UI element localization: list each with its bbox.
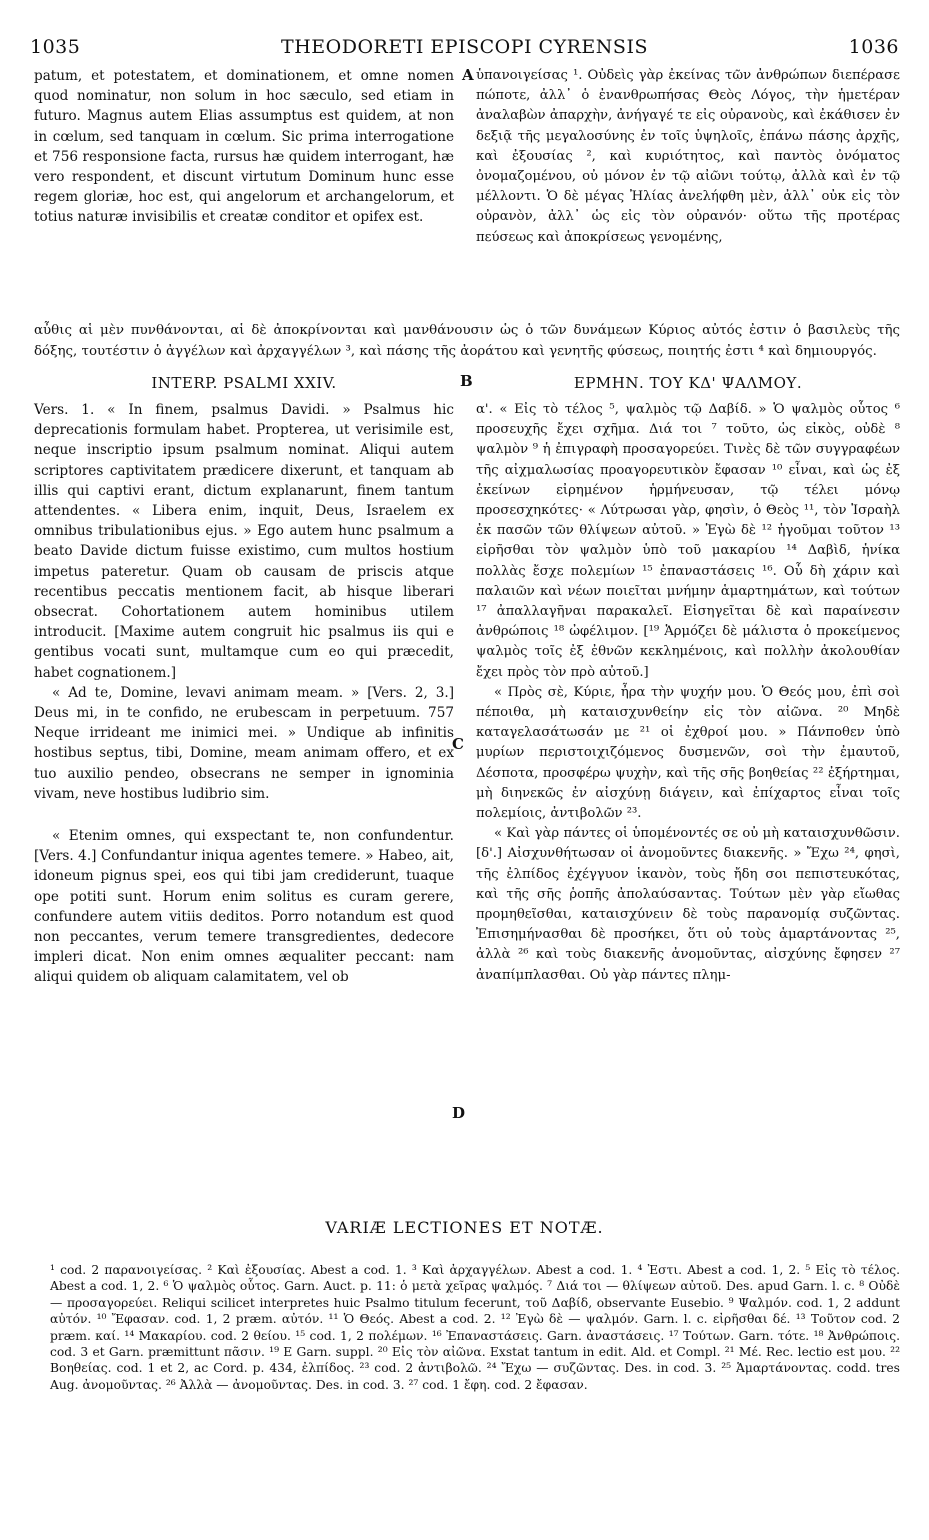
- running-title: THEODORETI EPISCOPI CYRENSIS: [281, 36, 648, 58]
- latin-paragraph: « Ad te, Domine, levavi animam meam. » [Vers. 2, 3.] Deus mi, in te confido, ne erubescam in perpetuum. 757 Neque irrideant me inimici mei. » Undique ab infinitis hostibus septus, tibi, Domine, meam animam offero, et ex tuo auxilio pendeo, obsecrans ne semper in ignominia vivam, neve hostibus ludibrio sim.: [34, 684, 454, 802]
- greek-paragraph: « Πρὸς σὲ, Κύριε, ἦρα τὴν ψυχήν μου. Ὁ Θεός μου, ἐπὶ σοὶ πέποιθα, μὴ καταισχυνθείην εἰς τὸν αἰῶνα. ²⁰ Μηδὲ καταγελασάτωσάν με ²¹ οἱ ἐχθροί μου. » Πάνποθεν ὑπὸ μυρίων περιστοιχιζόμενος δυσμενῶν, σοὶ τὴν ἐμαυτοῦ, Δέσποτα, προσφέρω ψυχὴν, καὶ τῆς σῆς βοηθείας ²² ἐξήρτημαι, μὴ διηνεκῶς ἐν αἰσχύνῃ διάγειν, καὶ ἐπίχαρτος εἶναι τοῖς πολεμίοις, ἀντιβολῶν ²³.: [476, 684, 900, 822]
- notes-title: VARIÆ LECTIONES ET NOTÆ.: [325, 1218, 604, 1237]
- greek-top-text: ὑπανοιγείσας ¹. Οὐδεὶς γὰρ ἐκείνας τῶν ἀνθρώπων διεπέρασε πώποτε, ἀλλ᾽ ὁ ἐνανθρωπήσας Θεὸς Λόγος, τὴν ἡμετέραν ἀναλαβὼν ἀπαρχὴν, ἀνήγαγέ τε εἰς οὐρανοὺς, καὶ ἐκάθισεν ἐν δεξιᾷ τῆς μεγαλοσύνης ἐν τοῖς ὑψηλοῖς, ἐπάνω πάσης ἀρχῆς, καὶ ἐξουσίας ², καὶ κυριότητος, καὶ παντὸς ὀνόματος ὀνομαζομένου, οὐ μόνον ἐν τῷ αἰῶνι τούτῳ, ἀλλὰ καὶ ἐν τῷ μέλλοντι. Ὁ δὲ μέγας Ἠλίας ἀνελήφθη μὲν, ἀλλ᾽ οὐκ εἰς τὸν οὐρανὸν, ἀλλ᾽ ὡς εἰς τὸν οὐρανόν· οὕτω τῆς προτέρας πεύσεως καὶ ἀποκρίσεως γενομένης,: [476, 68, 900, 245]
- page-number-right: 1036: [848, 36, 899, 58]
- latin-top-text: patum, et potestatem, et dominationem, et omne nomen quod nominatur, non solum in hoc sæculo, sed etiam in futuro. Magnus autem Elias assumptus est quidem, at non in cœlum, sed tanquam in cœlum. Sic prima interrogatione et 756 responsione facta, rursus hæ quidem interrogant, hæ vero respondent, et discunt virtutum Dominum hunc esse regem gloriæ, hoc est, qui angelorum et archangelorum, et totius naturæ invisibilis et creatæ conditor et opifex est.: [34, 68, 454, 226]
- margin-marker-d: D: [452, 1104, 466, 1122]
- latin-column-main: [34, 400, 454, 988]
- margin-marker-a: A: [462, 66, 474, 84]
- latin-paragraph: « Etenim omnes, qui exspectant te, non confundentur. [Vers. 4.] Confundantur iniqua agentes temere. » Habeo, ait, idoneum pignus spei, eos qui tibi jam crediderunt, tuaque ope potiti sunt. Horum enim solitus es curam gerere, confundere autem vitiis deditos. Porro notandum est quod non peccantes, verum temere transgredientes, dedecore impleri dicat. Non enim omnes æqualiter peccant: nam aliqui quidem ob aliquam calamitatem, vel ob: [34, 828, 454, 986]
- running-header: [30, 36, 899, 64]
- variant-readings-notes: [50, 1262, 900, 1393]
- greek-full-width-text: [34, 308, 900, 376]
- latin-column-top: [34, 66, 454, 228]
- greek-paragraph: « Καὶ γὰρ πάντες οἱ ὑπομένοντές σε οὐ μὴ καταισχυνθῶσιν. [δ'.] Αἰσχυνθήτωσαν οἱ ἀνομοῦντες διακενῆς. » Ἔχω ²⁴, φησὶ, τῆς ἐλπίδος ἐχέγγυον ἱκανὸν, τοὺς ἤδη σοι πεπιστευκότας, καὶ τῆς σῆς ῥοπῆς ἀπολαύσαντας. Τούτων μὲν γὰρ εἴωθας προμηθεῖσθαι, καταισχύνειν δὲ τοὺς παρανομίᾳ συζῶντας. Ἐπισημήνασθαι δὲ προσήκει, ὅτι οὐ τοὺς ἁμαρτάνοντας ²⁵, ἀλλὰ ²⁶ καὶ τοὺς διακενῆς ἀνομοῦντας, αἰσχύνης ἔφησεν ²⁷ ἀναπίμπλασθαι. Οὐ γὰρ πάντες πλημ-: [476, 826, 900, 983]
- greek-column-main: [476, 400, 900, 986]
- greek-column-top: [476, 66, 900, 248]
- page-number-left: 1035: [30, 36, 81, 58]
- notes-text: ¹ cod. 2 παρανοιγείσας. ² Καὶ ἐξουσίας. Abest a cod. 1. ³ Καὶ ἀρχαγγέλων. Abest a cod. 1. ⁴ Ἐστι. Abest a cod. 1, 2. ⁵ Εἰς τὸ τέλος. Abest a cod. 1, 2. ⁶ Ὁ ψαλμὸς οὗτος. Garn. Auct. p. 11: ὁ μετὰ χεῖρας ψαλμός. ⁷ Διά τοι — θλίψεων αὐτοῦ. Des. apud Garn. l. c. ⁸ Οὐδὲ — προσαγορεύει. Reliqui scilicet interpretes huic Psalmo titulum fecerunt, τοῦ Δαβίδ, observante Eusebio. ⁹ Ψαλμόν. cod. 1, 2 addunt αὐτόν. ¹⁰ Ἔφασαν. cod. 1, 2 præm. αὐτόν. ¹¹ Ὁ Θεός. Abest a cod. 2. ¹² Ἐγὼ δὲ — ψαλμόν. Garn. l. c. εἰρῆσθαι δέ. ¹³ Τοῦτον cod. 2 præm. καί. ¹⁴ Μακαρίου. cod. 2 θείου. ¹⁵ cod. 1, 2 πολέμων. ¹⁶ Ἐπαναστάσεις. Garn. ἀναστάσεις. ¹⁷ Τούτων. Garn. τότε. ¹⁸ Ἀνθρώποις. cod. 3 et Garn. præmittunt πᾶσιν. ¹⁹ E Garn. suppl. ²⁰ Εἰς τὸν αἰῶνα. Exstat tantum in edit. Ald. et Compl. ²¹ Μέ. Rec. lectio est μου. ²² Βοηθείας. cod. 1 et 2, ac Cord. p. 434, ἐλπίδος. ²³ cod. 2 ἀντιβολῶ. ²⁴ Ἔχω — συζῶντας. Des. in cod. 3. ²⁵ Ἁμαρτάνοντας. codd. tres Aug. ἀνομοῦντας. ²⁶ Ἀλλὰ — ἀνομοῦντας. Des. in cod. 3. ²⁷ cod. 1 ἔφη. cod. 2 ἔφασαν.: [50, 1263, 900, 1392]
- greek-section-title: ΕΡΜΗΝ. ΤΟΥ ΚΔ' ΨΑΛΜΟΥ.: [573, 374, 803, 392]
- greek-paragraph: α'. « Εἰς τὸ τέλος ⁵, ψαλμὸς τῷ Δαβίδ. » Ὁ ψαλμὸς οὗτος ⁶ προσευχῆς ἔχει σχῆμα. Διά τοι ⁷ τοῦτο, ὡς εἰκὸς, οὐδὲ ⁸ ψαλμὸν ⁹ ἡ ἐπιγραφὴ προσαγορεύει. Τινὲς δὲ τῶν συγγραφέων τῆς αἰχμαλωσίας προαγορευτικὸν ἔφασαν ¹⁰ εἶναι, καὶ ὡς ἐξ ἐκείνων εἰρημένον ἡρμήνευσαν, τῷ τέλει μόνῳ προσεσχηκότες· « Λύτρωσαι γὰρ, φησὶν, ὁ Θεὸς ¹¹, τὸν Ἰσραὴλ ἐκ πασῶν τῶν θλίψεων αὐτοῦ. » Ἐγὼ δὲ ¹² ἡγοῦμαι τοῦτον ¹³ εἰρῆσθαι τὸν ψαλμὸν ὑπὸ τοῦ μακαρίου ¹⁴ Δαβὶδ, ἡνίκα πολλὰς ἔσχε πολεμίων ¹⁵ ἐπαναστάσεις ¹⁶. Οὗ δὴ χάριν καὶ παλαιῶν καὶ νέων ποιεῖται μνήμην ἁμαρτημάτων, καὶ τούτων ¹⁷ ἀπαλλαγῆναι παρακαλεῖ. Εἰσηγεῖται δὲ καὶ παραίνεσιν ἀνθρώποις ¹⁸ ὠφέλιμον. [¹⁹ Ἁρμόζει δὲ μάλιστα ὁ προκείμενος ψαλμὸς τοῖς ἐξ ἐθνῶν κεκλημένοις, καὶ πολλὴν ἀκολουθίαν ἔχει πρὸς τὸν πρὸ αὐτοῦ.]: [476, 402, 900, 680]
- latin-paragraph: Vers. 1. « In finem, psalmus Davidi. » Psalmus hic deprecationis formulam habet. Propterea, ut verisimile est, neque inscriptio ipsum psalmum nominat. Aliqui autem scriptores captivitatem prædicere dixerunt, et tanquam ab illis qui captivi erant, dictum explanarunt, finem tantum attendentes. « Libera enim, inquit, Deus, Israelem ex omnibus tribulationibus ejus. » Ego autem hunc psalmum a beato Davide dictum fuisse existimo, cum multos hostium impetus pateretur. Quam ob causam de priscis atque recentibus peccatis mentionem facit, ab hisque liberari obsecrat. Cohortationem autem hominibus utilem introducit. [Maxime autem congruit hic psalmus iis qui e gentibus vocati sunt, multamque cum eo qui præcedit, habet cognationem.]: [34, 402, 454, 681]
- margin-marker-c: C: [452, 735, 464, 753]
- latin-section-title: INTERP. PSALMI XXIV.: [151, 374, 337, 392]
- greek-wide-text: αὖθις αἱ μὲν πυνθάνονται, αἱ δὲ ἀποκρίνονται καὶ μανθάνουσιν ὡς ὁ τῶν δυνάμεων Κύριος αὐτός ἐστιν ὁ βασιλεὺς τῆς δόξης, τουτέστιν ὁ ἀγγέλων καὶ ἀρχαγγέλων ³, καὶ πάσης τῆς ἀοράτου καὶ γενητῆς φύσεως, ποιητής ἐστι ⁴ καὶ δημιουργός.: [34, 323, 900, 359]
- margin-marker-b: B: [460, 372, 473, 390]
